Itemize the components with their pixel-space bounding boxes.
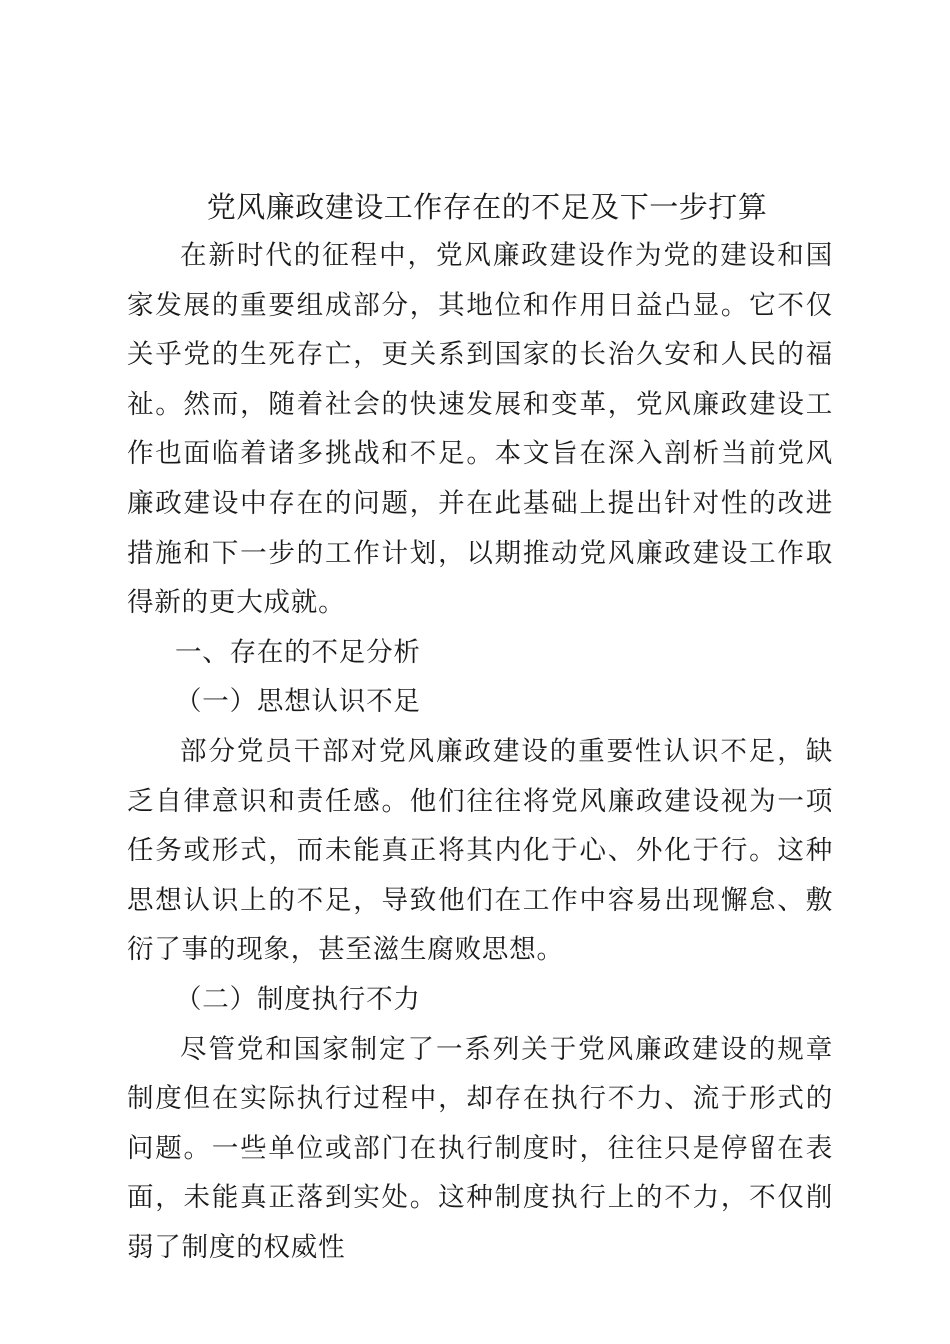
subsection-heading-1: （一）思想认识不足 xyxy=(175,686,421,718)
document-title: 党风廉政建设工作存在的不足及下一步打算 xyxy=(206,190,768,224)
section-heading-1: 一、存在的不足分析 xyxy=(175,636,421,668)
intro-paragraph: 在新时代的征程中，党风廉政建设作为党的建设和国家发展的重要组成部分，其地位和作用日益凸显。它不仅关乎党的生死存亡，更关系到国家的长治久安和人民的福祉。然而，随着社会的快速发展和变革，党风廉政建设工作也面临着诸多挑战和不足。本文旨在深入剖析当前党风廉政建设中存在的问题，并在此基础上提出针对性的改进措施和下一步的工作计划，以期推动党风廉政建设工作取得新的更大成就。 xyxy=(127,240,833,619)
document-page xyxy=(127,183,833,1272)
subsection-paragraph-1: 部分党员干部对党风廉政建设的重要性认识不足，缺乏自律意识和责任感。他们往往将党风廉政建设视为一项任务或形式，而未能真正将其内化于心、外化于行。这种思想认识上的不足，导致他们在工作中容易出现懈怠、敷衍了事的现象，甚至滋生腐败思想。 xyxy=(127,735,833,966)
subsection-paragraph-2: 尽管党和国家制定了一系列关于党风廉政建设的规章制度但在实际执行过程中，却存在执行不力、流于形式的问题。一些单位或部门在执行制度时，往往只是停留在表面，未能真正落到实处。这种制度执行上的不力，不仅削弱了制度的权威性 xyxy=(127,1033,833,1263)
subsection-heading-2: （二）制度执行不力 xyxy=(175,983,421,1015)
